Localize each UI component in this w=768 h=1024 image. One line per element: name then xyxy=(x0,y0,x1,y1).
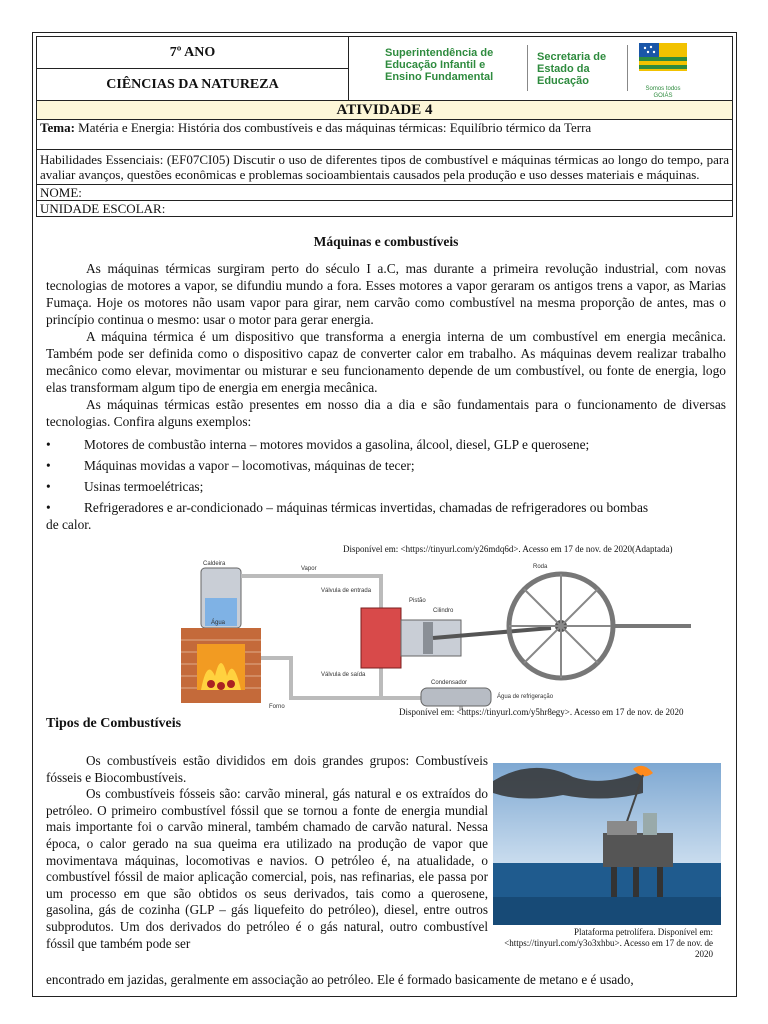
subject-label: CIÊNCIAS DA NATUREZA xyxy=(106,77,279,92)
paragraph: Os combustíveis fósseis são: carvão mineral, gás natural e os extraídos do petróleo. O primeiro combustível fóssil que se tornou a fonte de energia mundial mais importante foi o carvão mineral, também chamado de carvão natural. Nessa época, o calor gerado na sua queima era utilizado na produção de vapor que movimentava máquinas, locomotivas e navios. O petróleo é, na atualidade, o combustível fóssil de maior aplicação comercial, pois, nas refinarias, ele passa por um processo em que são obtidos os seus derivados, tais como a querosene, gasolina, gás de cozinha (GLP – gás liquefeito do petróleo), diesel, entre outros subprodutos. Um dos derivados do petróleo é o gás natural, outro combustível fóssil que também pode ser xyxy=(46,786,488,951)
list-item: • Motores de combustão interna – motores movidos a gasolina, álcool, diesel, GLP e querosene; xyxy=(46,437,590,452)
header-left xyxy=(37,37,349,100)
label-forno: Forno xyxy=(269,704,285,710)
header-table xyxy=(36,36,733,217)
list-item: • Máquinas movidas a vapor – locomotivas, máquinas de tecer; xyxy=(46,458,415,473)
label-caldeira: Caldeira xyxy=(203,561,226,567)
label-pistao: Pistão xyxy=(409,598,426,604)
section-title: Máquinas e combustíveis xyxy=(313,234,459,249)
oil-platform-photo xyxy=(493,763,721,925)
unidade-field[interactable]: UNIDADE ESCOLAR: xyxy=(37,200,732,216)
steam-engine-diagram xyxy=(171,558,731,710)
page-frame xyxy=(32,32,737,997)
paragraph-continuation: encontrado em jazidas, geralmente em associação ao petróleo. Ele é formado basicamente de metano e é usado, xyxy=(46,972,634,987)
section-maquinas: Máquinas e combustíveis As máquinas térmicas surgiram perto do século I a.C, mas durante a primeira revolução industrial, com novas tecnologias de motores a vapor, se difundiu mundo a fora. Esses motores a vapor geraram os antigos trens a vapor, as Marias Fumaça. Hoje os motores não usam vapor para girar, nem carvão como combustível na mesma proporção de antes, mas o princípio continua o mesmo: usar o motor para gerar energia. A máquina térmica é um dispositivo que transforma a energia interna de um combustível em energia mecânica. Também pode ser definida como o dispositivo capaz de converter calor em trabalho. As máquinas devem realizar trabalho mecânico como elevar, movimentar ou misturar e seu funcionamento depende de um combustível, ou fonte de energia, logo elas transformam algum tipo de energia em energia mecânica. As máquinas térmicas estão presentes em nosso dia a dia e são fundamentais para o funcionamento de diversas tecnologias. Confira alguns exemplos: • Motores de combustão interna – motores movidos a gasolina, álcool, diesel, GLP e querosene; • Máquinas movidas a vapor – locomotivas, máquinas de tecer; • Usinas termoelétricas; • Refrigeradores e ar-condicionado – máquinas térmicas invertidas, chamadas de refrigeradores ou bombas de calor. xyxy=(46,234,726,532)
label-agua-refrigeracao: Água de refrigeração xyxy=(497,694,554,700)
grade-label: 7º ANO xyxy=(37,37,348,69)
goias-flag-logo: Somos todos GOIÁS xyxy=(639,43,687,91)
paragraph: As máquinas térmicas surgiram perto do século I a.C, mas durante a primeira revolução industrial, com novas tecnologias de motores a vapor, se difundiu mundo a fora. Esses motores a vapor geraram os antigos trens a vapor, as Marias Fumaça. Hoje os motores não usam vapor para girar, nem carvão como combustível na mesma proporção de antes, mas o princípio continua o mesmo: usar o motor para gerar energia. xyxy=(46,261,726,327)
nome-field[interactable]: NOME: xyxy=(37,184,732,200)
label-condensador: Condensador xyxy=(431,680,468,686)
examples-list xyxy=(46,434,726,516)
label-vapor: Vapor xyxy=(301,566,317,572)
caption-diagram: Disponível em: <https://tinyurl.com/y5hr8egy>. Acesso em 17 de nov. de 2020 xyxy=(399,707,684,717)
label-valvula-saida: Válvula de saída xyxy=(321,672,366,678)
activity-title: ATIVIDADE 4 xyxy=(37,100,732,119)
header-logos xyxy=(349,37,732,100)
header-top-row xyxy=(37,37,732,100)
logo-superintendencia: Superintendência de Educação Infantil e Ensino Fundamental xyxy=(385,47,494,83)
label-cilindro: Cilindro xyxy=(433,608,454,614)
label-roda: Roda xyxy=(533,564,548,570)
label-agua: Água xyxy=(211,620,226,626)
paragraph: Os combustíveis estão divididos em dois grandes grupos: Combustíveis fósseis e Biocombustíveis. xyxy=(46,753,488,785)
paragraph: A máquina térmica é um dispositivo que transforma a energia interna de um combustível em energia mecânica. Também pode ser definida como o dispositivo capaz de converter calor em trabalho. As máquinas devem realizar trabalho mecânico como elevar, movimentar ou misturar e seu funcionamento depende de um combustível, ou fonte de energia, logo elas transformam algum tipo de energia em energia mecânica. xyxy=(46,329,726,395)
logo-secretaria: Secretaria de Estado da Educação xyxy=(537,51,607,87)
section-title-tipos: Tipos de Combustíveis xyxy=(46,716,182,731)
caption-adapted: Disponível em: <https://tinyurl.com/y26mdq6d>. Acesso em 17 de nov. de 2020(Adaptada) xyxy=(343,544,673,554)
paragraph: As máquinas térmicas estão presentes em nosso dia a dia e são fundamentais para o funcionamento de diversas tecnologias. Confira alguns exemplos: xyxy=(46,397,726,429)
list-item: • Usinas termoelétricas; xyxy=(46,479,204,494)
list-item: • Refrigeradores e ar-condicionado – máquinas térmicas invertidas, chamadas de refrigeradores ou bombas xyxy=(46,500,649,515)
section-tipos xyxy=(46,753,488,952)
tema-row: Tema: Matéria e Energia: História dos combustíveis e das máquinas térmicas: Equilíbrio térmico da Terra xyxy=(37,119,732,149)
habilidades-row: Habilidades Essenciais: (EF07CI05) Discutir o uso de diferentes tipos de combustível e máquinas térmicas ao longo do tempo, para avaliar avanços, questões econômicas e problemas socioambientais causados pela produção e uso desses materiais e máquinas. xyxy=(37,149,732,184)
photo-caption: Plataforma petrolífera. Disponível em: <https://tinyurl.com/y3o3xhbu>. Acesso em 17 de nov. de 2020 xyxy=(504,927,713,959)
label-valvula-entrada: Válvula de entrada xyxy=(321,588,372,594)
